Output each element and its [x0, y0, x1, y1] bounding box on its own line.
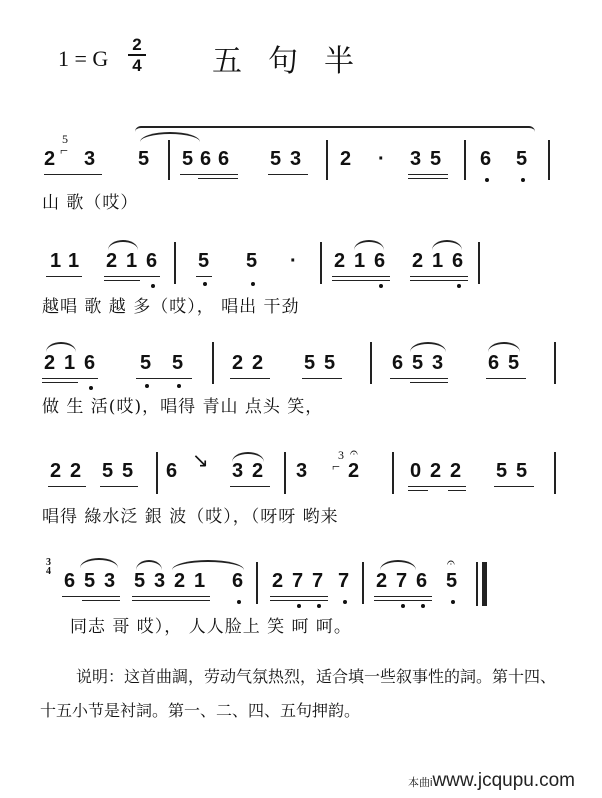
note: 5 — [446, 570, 458, 592]
note: 2 — [106, 250, 118, 272]
time-change: 3 4 — [46, 557, 51, 577]
note: 5 — [516, 148, 528, 170]
barline — [284, 452, 286, 494]
note: 1 — [64, 352, 76, 374]
note: 7 — [292, 570, 304, 592]
fermata-icon: 𝄐 — [350, 446, 358, 461]
barline — [362, 562, 364, 604]
dot-extension: · — [290, 250, 297, 272]
note: 6 — [488, 352, 500, 374]
barline — [548, 140, 550, 180]
note: 5 — [304, 352, 316, 374]
explanatory-note: 说明：这首曲調，劳动气氛热烈，适合填一些叙事性的詞。第十四、十五小节是衬詞。第一、二、四、五句押韵。 — [40, 667, 557, 720]
note: 6 — [452, 250, 464, 272]
lyrics-line-2: 越唱 歌 越 多（哎）， 唱出 干劲 — [42, 297, 300, 317]
note: 0 — [410, 460, 422, 482]
score-line-1 — [0, 118, 602, 213]
note: 3 — [84, 148, 96, 170]
barline — [168, 140, 170, 180]
note: 2 — [412, 250, 424, 272]
note: 5 — [172, 352, 184, 374]
note: 5 — [412, 352, 424, 374]
barline — [156, 452, 158, 494]
barline — [554, 452, 556, 494]
note: 1 — [354, 250, 366, 272]
note: 5 — [516, 460, 528, 482]
note: 7 — [312, 570, 324, 592]
barline — [326, 140, 328, 180]
note: 2 — [70, 460, 82, 482]
grace-note: 3 — [338, 448, 344, 462]
note: 6 — [480, 148, 492, 170]
grace-mark: ⌐ — [332, 460, 340, 475]
barline — [320, 242, 322, 284]
final-barline-thin — [476, 562, 478, 606]
score-line-5 — [0, 536, 602, 637]
barline — [256, 562, 258, 604]
note: 5 — [102, 460, 114, 482]
note: 6 — [84, 352, 96, 374]
note: 2 — [44, 148, 56, 170]
note: 1 — [68, 250, 80, 272]
note: 1 — [126, 250, 138, 272]
key-signature: 1 = G — [58, 46, 109, 71]
note: 5 — [134, 570, 146, 592]
note: 6 — [218, 148, 230, 170]
lyrics-line-3: 做 生 活(哎)，唱得 青山 点头 笑， — [42, 397, 324, 417]
barline — [370, 342, 372, 384]
note: 2 — [340, 148, 352, 170]
note: 2 — [334, 250, 346, 272]
barline — [464, 140, 466, 180]
note: 1 — [432, 250, 444, 272]
note: 5 — [182, 148, 194, 170]
note: 2 — [430, 460, 442, 482]
watermark-url: www.jcqupu.com — [432, 770, 576, 791]
note: 5 — [198, 250, 210, 272]
note: 7 — [338, 570, 350, 592]
note: 2 — [376, 570, 388, 592]
note: 6 — [146, 250, 158, 272]
note: 6 — [64, 570, 76, 592]
note: 2 — [232, 352, 244, 374]
grace-note: 5 — [62, 132, 68, 146]
note: 2 — [252, 352, 264, 374]
score-line-4 — [0, 426, 602, 527]
time-signature-denominator: 4 — [132, 56, 142, 75]
note: 6 — [416, 570, 428, 592]
note: 6 — [374, 250, 386, 272]
note: 3 — [432, 352, 444, 374]
note: 2 — [348, 460, 360, 482]
note: 7 — [396, 570, 408, 592]
fermata-icon: 𝄐 — [447, 556, 455, 571]
watermark-prefix: 本曲i — [408, 777, 433, 789]
grace-mark: ⌐ — [60, 144, 68, 159]
note: 5 — [246, 250, 258, 272]
note: 2 — [272, 570, 284, 592]
watermark — [408, 770, 575, 792]
note: 3 — [154, 570, 166, 592]
barline — [174, 242, 176, 284]
note: 3 — [296, 460, 308, 482]
dot-extension: · — [378, 148, 385, 170]
note: 1 — [50, 250, 62, 272]
lyrics-line-1: 山 歌（哎） — [42, 193, 139, 213]
note: 2 — [44, 352, 56, 374]
song-title: 五句半 — [212, 44, 380, 79]
score-line-3 — [0, 322, 602, 417]
lyrics-line-4: 唱得 綠水泛 銀 波（哎），（呀呀 哟来 — [42, 507, 339, 527]
note: 2 — [252, 460, 264, 482]
final-barline-thick — [482, 562, 487, 606]
note: 2 — [50, 460, 62, 482]
barline — [554, 342, 556, 384]
lyrics-line-5: 同志 哥 哎）， 人人脸上 笑 呵 呵。 — [70, 617, 352, 637]
note: 3 — [410, 148, 422, 170]
note: 5 — [84, 570, 96, 592]
glide-arrow-icon: ↘ — [192, 450, 209, 472]
time-signature-numerator: 2 — [132, 35, 142, 54]
barline — [212, 342, 214, 384]
note: 6 — [232, 570, 244, 592]
time-signature — [128, 36, 146, 74]
note: 3 — [104, 570, 116, 592]
note: 5 — [138, 148, 150, 170]
note: 2 — [450, 460, 462, 482]
note: 5 — [324, 352, 336, 374]
score-line-2 — [0, 222, 602, 317]
barline — [478, 242, 480, 284]
note: 5 — [508, 352, 520, 374]
note: 6 — [200, 148, 212, 170]
note: 5 — [270, 148, 282, 170]
note: 5 — [140, 352, 152, 374]
note: 3 — [232, 460, 244, 482]
barline — [392, 452, 394, 494]
note: 6 — [392, 352, 404, 374]
note: 5 — [496, 460, 508, 482]
note: 1 — [194, 570, 206, 592]
note: 6 — [166, 460, 178, 482]
note: 5 — [122, 460, 134, 482]
note: 2 — [174, 570, 186, 592]
note: 3 — [290, 148, 302, 170]
note: 5 — [430, 148, 442, 170]
